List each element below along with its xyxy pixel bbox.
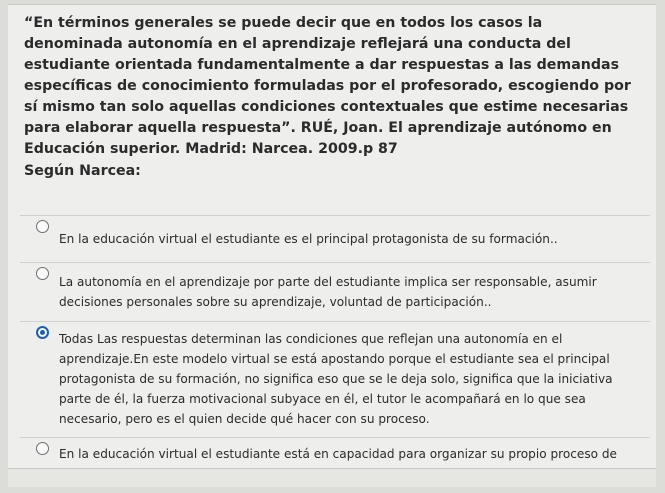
answer-option-1[interactable] — [8, 216, 656, 262]
answer-option-4-label: En la educación virtual el estudiante está en capacidad para organizar su propio proceso de — [59, 447, 617, 461]
radio-button-1[interactable] — [36, 220, 49, 233]
radio-button-3-selected[interactable] — [36, 326, 49, 339]
question-prompt: Según Narcea: — [24, 163, 141, 179]
radio-button-2[interactable] — [36, 267, 49, 280]
question-text: “En términos generales se puede decir que en todos los casos la denominada autonomía en el aprendizaje reflejará una conducta del estudiante orientada fundamentalmente a dar respuestas a las demandas específicas de conocimiento formuladas por el profesorado, escogiendo por sí mismo tan solo aquellas condiciones contextuales que estime necesarias para elaborar aquella respuesta”. RUÉ, Joan. El aprendizaje autónomo en Educación superior. Madrid: Narcea. 2009.p 87 — [24, 15, 631, 157]
answer-option-3-label: Todas Las respuestas determinan las condiciones que reflejan una autonomía en el aprendizaje.En este modelo virtual se está apostando porque el estudiante sea el principal protagonista de su formación, no significa eso que se le deja solo, significa que la iniciativa parte de él, la fuerza motivacional subyace en él, el tutor le acompañará en lo que sea necesario, pero es el quien decide qué hacer con su proceso. — [59, 332, 613, 426]
answer-option-1-label: En la educación virtual el estudiante es el principal protagonista de su formación.. — [59, 232, 558, 246]
answer-option-2-label: La autonomía en el aprendizaje por parte del estudiante implica ser responsable, asumir decisiones personales sobre su aprendizaje, voluntad de participación.. — [59, 275, 597, 309]
answer-list — [8, 215, 656, 493]
question-card — [8, 4, 656, 487]
bottom-divider — [8, 468, 656, 487]
answer-option-2[interactable] — [8, 263, 656, 321]
answer-option-3[interactable] — [8, 322, 656, 437]
radio-button-4[interactable] — [36, 442, 49, 455]
